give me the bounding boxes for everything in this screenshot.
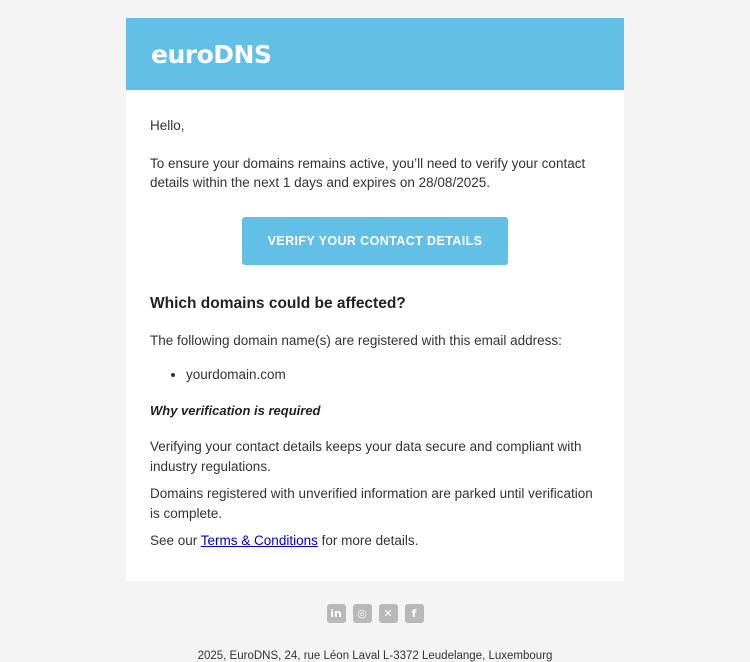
terms-line (150, 531, 600, 551)
why-paragraph-2: Domains registered with unverified information are parked until verification is complete. (150, 486, 593, 521)
instagram-icon[interactable]: ◎ (353, 604, 372, 623)
social-links (327, 604, 424, 623)
footer-address: 2025, EuroDNS, 24, rue Léon Laval L-3372 Leudelange, Luxembourg (197, 649, 553, 662)
domain-list (150, 365, 600, 385)
why-verification-heading: Why verification is required (150, 403, 321, 419)
eurodns-logo: euroDNS (151, 39, 272, 69)
registered-domains-text: The following domain name(s) are registered with this email address: (150, 333, 562, 349)
email-header (126, 18, 624, 90)
affected-domains-heading: Which domains could be affected? (150, 294, 406, 312)
verify-contact-details-button[interactable]: VERIFY YOUR CONTACT DETAILS (242, 217, 509, 265)
x-twitter-icon[interactable]: ✕ (379, 604, 398, 623)
terms-suffix: for more details. (317, 533, 419, 549)
email-body (126, 90, 624, 581)
linkedin-icon[interactable]: in (327, 604, 346, 623)
email-card (126, 18, 624, 581)
greeting-text: Hello, (150, 118, 185, 133)
facebook-icon[interactable]: f (405, 604, 424, 623)
intro-text: To ensure your domains remains active, you’ll need to verify your contact details within the next 1 days and expires on 28/08/2025. (150, 155, 586, 191)
list-item: • yourdomain.com (186, 365, 600, 385)
cta-container (150, 217, 600, 265)
why-paragraph-1: Verifying your contact details keeps your data secure and compliant with industry regulations. (150, 439, 582, 474)
terms-and-conditions-link[interactable]: Terms & Conditions (200, 533, 318, 549)
terms-prefix: See our (150, 533, 201, 549)
